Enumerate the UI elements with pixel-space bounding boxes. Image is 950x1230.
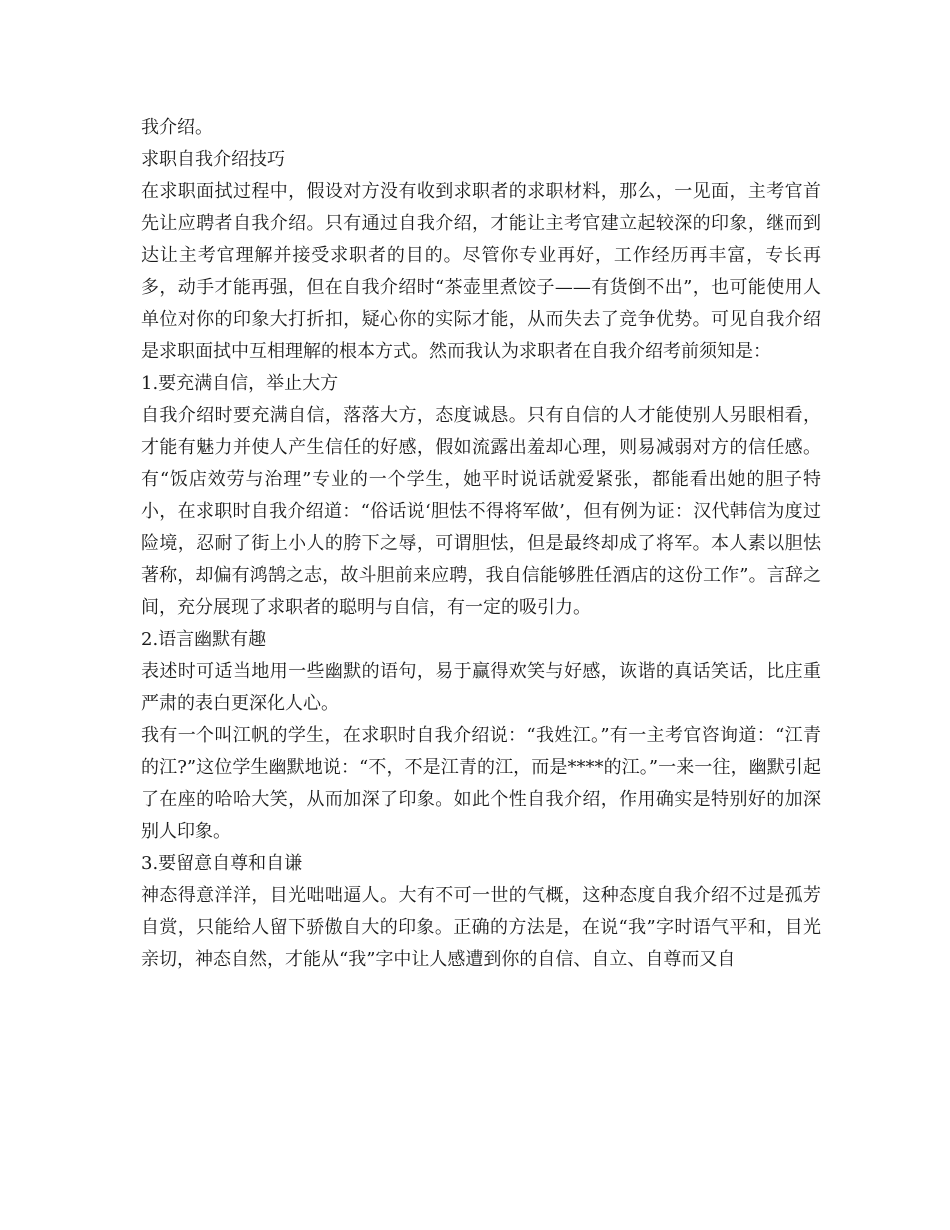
point-heading-3: 3.要留意自尊和自谦 [141,853,303,874]
paragraph-point-2: 表述时可适当地用一些幽默的语句，易于赢得欢笑与好感，诙谐的真话笑话，比庄重严肃的表白更深化人心。 [141,661,821,714]
point-heading-1: 1.要充满自信，举止大方 [141,373,339,394]
paragraph-overview: 在求职面拭过程中，假设对方没有收到求职者的求职材料，那么，一见面，主考官首先让应聘者自我介绍。只有通过自我介绍，才能让主考官建立起较深的印象，继而到达让主考官理解并接受求职者的目的。尽管你专业再好，工作经历再丰富，专长再多，动手才能再强，但在自我介绍时“茶壶里煮饺子——有货倒不出”，也可能使用人单位对你的印象大打折扣，疑心你的实际才能，从而失去了竞争优势。可见自我介绍是求职面拭中互相理解的根本方式。然而我认为求职者在自我介绍考前须知是： [141,181,821,362]
paragraph-point-1: 自我介绍时要充满自信，落落大方，态度诚恳。只有自信的人才能使别人另眼相看，才能有魅力并使人产生信任的好感，假如流露出羞却心理，则易减弱对方的信任感。有“饭店效劳与治理”专业的一个学生，她平时说话就爱紧张，都能看出她的胆子特小，在求职时自我介绍道：“俗话说‘胆怯不得将军做’，但有例为证：汉代韩信为度过险境，忍耐了街上小人的胯下之辱，可谓胆怯，但是最终却成了将军。本人素以胆怯著称，却偏有鸿鹄之志，故斗胆前来应聘，我自信能够胜任酒店的这份工作”。言辞之间，充分展现了求职者的聪明与自信，有一定的吸引力。 [141,405,821,618]
document-body [141,112,821,976]
section-heading: 求职自我介绍技巧 [141,149,285,170]
paragraph-point-2-example: 我有一个叫江帆的学生，在求职时自我介绍说：“我姓江。”有一主考官咨询道：“江青的江?”这位学生幽默地说：“不，不是江青的江，而是****的江。”一来一往，幽默引起了在座的哈哈大笑，从而加深了印象。如此个性自我介绍，作用确实是特别好的加深别人印象。 [141,725,821,842]
paragraph-intro-fragment: 我介绍。 [141,117,213,138]
point-heading-2: 2.语言幽默有趣 [141,629,267,650]
paragraph-point-3: 神态得意洋洋，目光咄咄逼人。大有不可一世的气概，这种态度自我介绍不过是孤芳自赏，只能给人留下骄傲自大的印象。正确的方法是，在说“我”字时语气平和，目光亲切，神态自然，才能从“我”字中让人感遭到你的自信、自立、自尊而又自 [141,885,821,970]
